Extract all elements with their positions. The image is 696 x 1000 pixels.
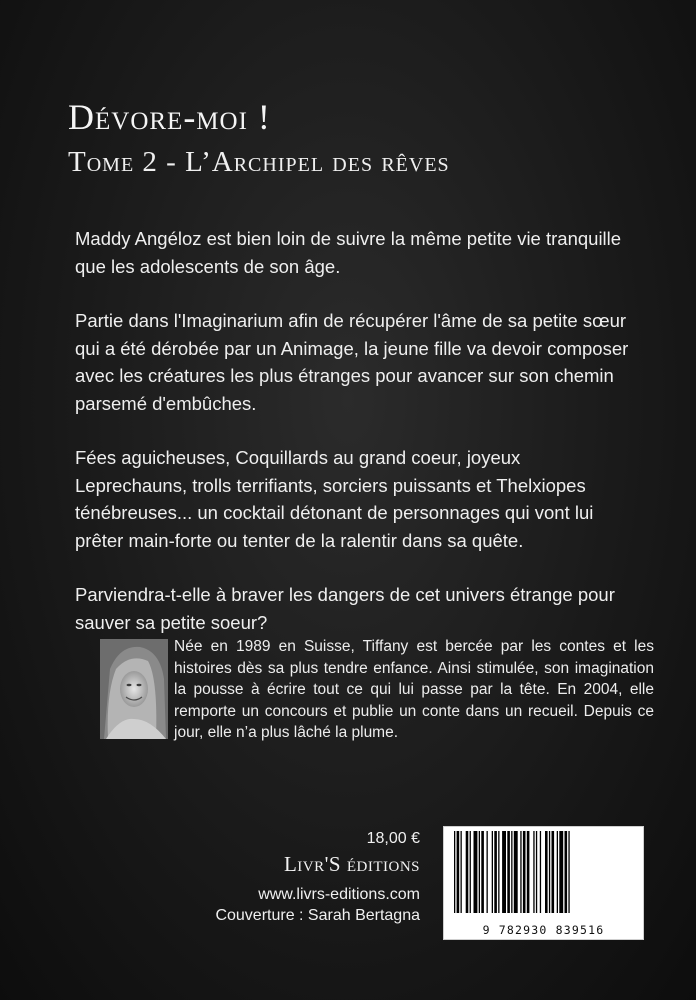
book-subtitle: Tome 2 - L’Archipel des rêves xyxy=(68,146,450,178)
author-bio: Née en 1989 en Suisse, Tiffany est bercée par les contes et les histoires dès sa plus tendre enfance. Ainsi stimulée, son imagination la pousse à écrire tout ce qui lui passe par la tête. En 2004, elle remporte un concours et publie un conte dans un recueil. Depuis ce jour, elle n’a plus lâché la plume. xyxy=(174,638,654,741)
barcode xyxy=(443,826,644,940)
synopsis-paragraph: Fées aguicheuses, Coquillards au grand coeur, joyeux Leprechauns, trolls terrifiants, sorciers puissants et Thelxiopes ténébreuses... un cocktail détonant de personnages qui vont lui prêter main-forte ou tenter de la ralentir dans sa quête. xyxy=(75,447,594,551)
isbn-number: 9 782930 839516 xyxy=(482,923,605,937)
author-photo xyxy=(100,639,168,739)
book-title: Dévore-moi ! xyxy=(68,97,271,137)
synopsis-paragraph: Maddy Angéloz est bien loin de suivre la même petite vie tranquille que les adolescents de son âge. xyxy=(75,228,622,277)
synopsis xyxy=(75,225,635,663)
cover-credits: Couverture : Sarah Bertagna xyxy=(215,907,420,924)
barcode-bars xyxy=(444,831,643,927)
publisher-name: Livr'S éditions xyxy=(283,852,420,876)
publisher-website: www.livrs-editions.com xyxy=(258,886,420,903)
synopsis-paragraph: Parviendra-t-elle à braver les dangers de cet univers étrange pour sauver sa petite soeur? xyxy=(75,584,615,633)
synopsis-paragraph: Partie dans l'Imaginarium afin de récupérer l'âme de sa petite sœur qui a été dérobée par un Animage, la jeune fille va devoir composer avec les créatures les plus étranges pour avancer sur son chemin parsemé d'embûches. xyxy=(75,310,629,414)
price: 18,00 € xyxy=(366,830,420,847)
